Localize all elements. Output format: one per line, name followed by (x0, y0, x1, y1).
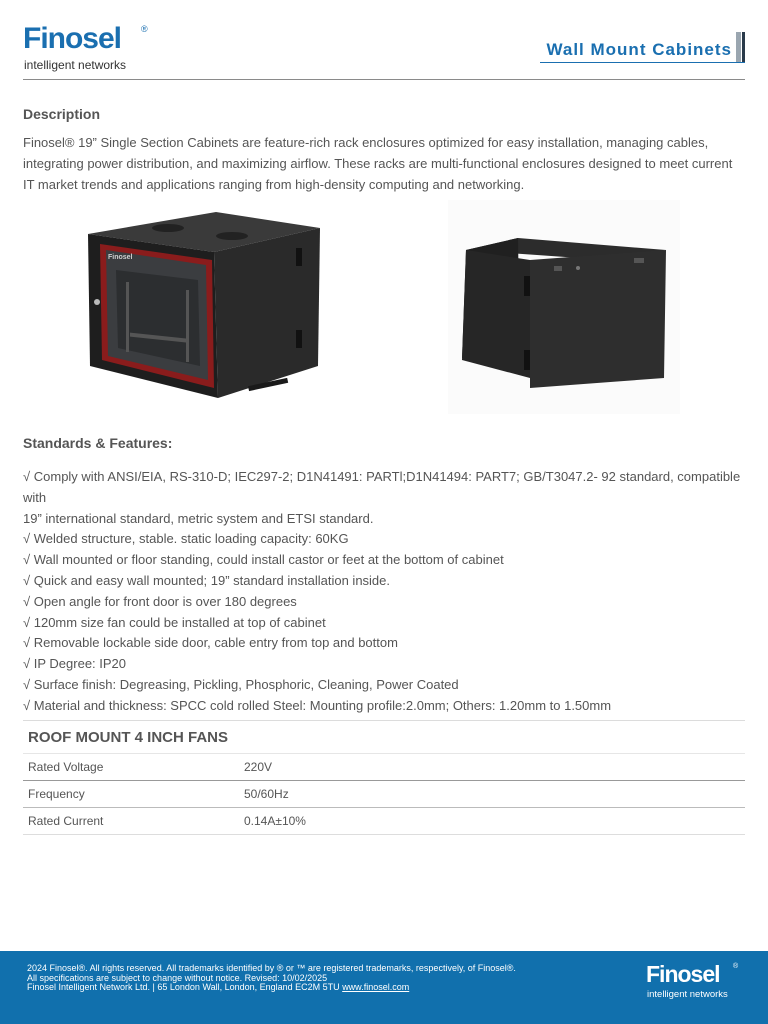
cabinet-front-image (86, 210, 322, 402)
spec-label: Rated Voltage (28, 760, 104, 774)
description-line: Finosel® 19” Single Section Cabinets are feature-rich rack enclosures optimized for easy installation, managing cables, (23, 135, 709, 150)
spec-value: 50/60Hz (244, 787, 289, 801)
description-text (23, 132, 747, 195)
logo-registered-mark: ® (141, 24, 148, 34)
table-row (23, 781, 745, 808)
description-heading: Description (23, 106, 101, 122)
page-header (23, 22, 745, 80)
logo-tagline: intelligent networks (24, 58, 127, 72)
spec-table-title: ROOF MOUNT 4 INCH FANS (23, 721, 745, 754)
brand-logo: Finosel (23, 22, 122, 55)
footer-address (27, 983, 516, 993)
page-title: Wall Mount Cabinets (546, 40, 732, 59)
title-accent-bar (736, 32, 741, 62)
cabinet-door-logo: Finosel (108, 254, 133, 261)
list-item: √ Open angle for front door is over 180 degrees (23, 593, 297, 609)
list-item: √ Wall mounted or floor standing, could install castor or feet at the bottom of cabinet (23, 552, 504, 568)
footer-address-text: Finosel Intelligent Network Ltd. | 65 London Wall, London, England EC2M 5TU (27, 982, 343, 992)
footer-legal-text (27, 964, 516, 993)
features-list (23, 467, 747, 717)
spec-label: Frequency (28, 787, 85, 801)
page-footer (0, 951, 768, 1024)
list-item: √ Quick and easy wall mounted; 19” standard installation inside. (23, 572, 391, 588)
list-item: 19” international standard, metric system and ETSI standard. (23, 510, 374, 526)
list-item: √ Removable lockable side door, cable entry from top and bottom (23, 635, 398, 651)
footer-website-link[interactable]: www.finosel.com (342, 982, 410, 992)
list-item: √ 120mm size fan could be installed at top of cabinet (23, 614, 326, 630)
cabinet-solid-door-image (448, 200, 680, 414)
list-item: √ Surface finish: Degreasing, Pickling, Phosphoric, Cleaning, Power Coated (23, 676, 459, 692)
list-item: √ Comply with ANSI/EIA, RS-310-D; IEC297-2; D1N41491: PARTl;D1N41494: PART7; GB/T3047.2- 92 standard, compatible with (23, 469, 741, 505)
description-line: integrating power distribution, and maximizing airflow. These racks are multi-functional enclosures designed to meet current (23, 156, 733, 171)
spec-label: Rated Current (28, 814, 104, 828)
spec-table (23, 720, 745, 835)
title-accent-bar (742, 32, 745, 62)
table-row (23, 808, 745, 835)
features-heading: Standards & Features: (23, 435, 173, 451)
footer-disclaimer: All specifications are subject to change without notice. Revised: 10/02/2025 (27, 972, 328, 983)
table-row (23, 754, 745, 781)
list-item: √ Material and thickness: SPCC cold rolled Steel: Mounting profile:2.0mm; Others: 1.20mm to 1.50mm (23, 697, 612, 713)
footer-logo: Finosel (646, 961, 720, 987)
list-item: √ IP Degree: IP20 (23, 656, 127, 672)
footer-copyright: 2024 Finosel®. All rights reserved. All trademarks identified by ® or ™ are registered trademarks, respectively, of Finosel®. (27, 963, 516, 973)
footer-logo-tagline: intelligent networks (647, 989, 728, 1000)
description-line: IT market trends and applications ranging from high-density computing and networking. (23, 177, 525, 192)
footer-logo-registered-mark: ® (733, 963, 739, 970)
title-underline (540, 62, 745, 63)
spec-value: 0.14A±10% (244, 814, 306, 828)
spec-value: 220V (244, 760, 273, 774)
list-item: √ Welded structure, stable. static loading capacity: 60KG (23, 531, 349, 547)
